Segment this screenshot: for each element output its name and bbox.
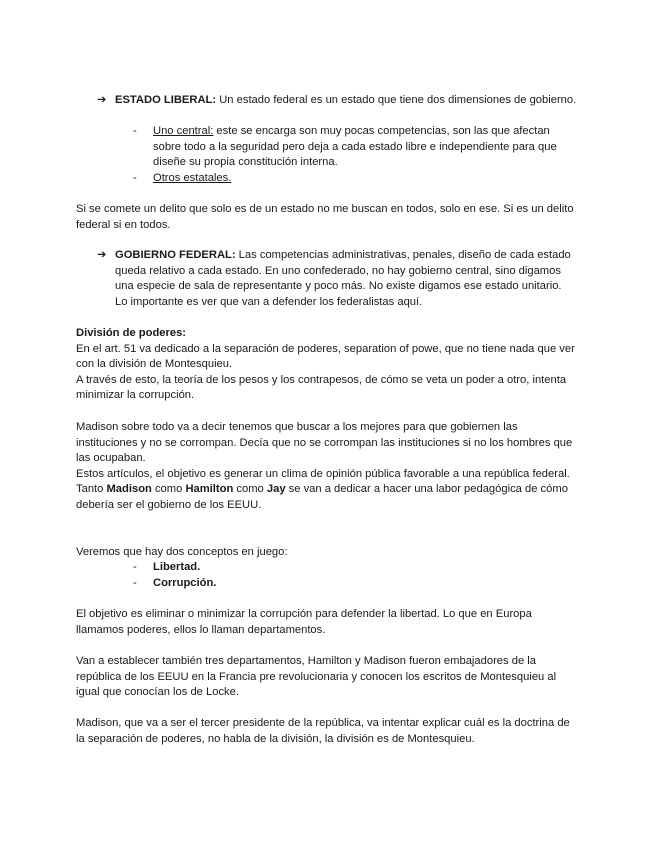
name-jay: Jay	[266, 483, 286, 496]
otros-estatales-label: Otros estatales.	[153, 172, 232, 184]
libertad-label: Libertad.	[153, 561, 201, 573]
dash-bullet-icon: -	[133, 125, 137, 137]
madison-line-1: Madison sobre todo va a decir tenemos que buscar a los mejores para que gobiernen las instituciones y no se corrompan. Decía que no se corrompan las instituciones si no los hombres que las ocupaban.	[76, 421, 573, 465]
division-section	[76, 326, 576, 404]
arrow-bullet-icon: ➔	[97, 249, 107, 261]
corrupcion-label: Corrupción.	[153, 577, 217, 589]
estado-liberal-text: Un estado federal es un estado que tiene dos dimensiones de gobierno.	[216, 94, 577, 106]
sub-item-otros-estatales	[133, 171, 578, 187]
sub-item-uno-central	[133, 124, 578, 171]
paragraph-departamentos: Van a establecer también tres departamentos, Hamilton y Madison fueron embajadores de la república de los EEUU en la Francia pre revolucionaria y conocen los escritos de Montesquieu al igual que conocían los de Locke.	[76, 655, 557, 699]
arrow-bullet-icon: ➔	[97, 94, 107, 106]
name-hamilton: Hamilton	[185, 483, 234, 496]
gobierno-federal-text: Las competencias administrativas, penales, diseño de cada estado queda relativo a cada estado. En uno confederado, no hay gobierno central, sino digamos una especie de sala de representante y poco más. No existe digamos ese estado unitario. Lo importante es ver que van a defender los federalistas aquí.	[115, 249, 571, 308]
madison-line-2: Estos artículos, el objetivo es generar un clima de opinión pública favorable a una república federal. Tanto Madison como Hamilton como Jay se van a dedicar a hacer una labor pedagógica de cómo debería ser el gobierno de los EEUU.	[76, 467, 570, 511]
uno-central-text: este se encarga son muy pocas competencias, son las que afectan sobre todo a la seguridad pero deja a cada estado libre e independiente para que diseñe su propia constitución interna.	[153, 125, 557, 169]
dash-bullet-icon: -	[133, 561, 137, 573]
name-madison: Madison	[106, 483, 152, 496]
concepto-libertad	[133, 560, 578, 576]
dash-bullet-icon: -	[133, 577, 137, 589]
uno-central-label: Uno central:	[153, 125, 214, 137]
estado-liberal-item	[97, 93, 577, 109]
paragraph-objetivo: El objetivo es eliminar o minimizar la corrupción para defender la libertad. Lo que en Europa llamamos poderes, ellos lo llaman departamentos.	[76, 608, 532, 636]
division-heading: División de poderes:	[76, 327, 187, 339]
paragraph-presidente: Madison, que va a ser el tercer presidente de la república, va intentar explicar cuál es la doctrina de la separación de poderes, no habla de la división, la división es de Montesquieu.	[76, 717, 570, 745]
division-line-1: En el art. 51 va dedicado a la separación de poderes, separation of powe, que no tiene nada que ver con la división de Montesquieu.	[76, 342, 575, 371]
gobierno-federal-item	[97, 248, 577, 310]
estado-liberal-label: ESTADO LIBERAL:	[115, 94, 217, 106]
gobierno-federal-label: GOBIERNO FEDERAL:	[115, 249, 236, 261]
dash-bullet-icon: -	[133, 172, 137, 184]
concepto-corrupcion	[133, 576, 578, 592]
madison-section	[76, 420, 576, 514]
conceptos-intro: Veremos que hay dos conceptos en juego:	[76, 546, 288, 558]
paragraph-delito: Si se comete un delito que solo es de un estado no me buscan en todos, solo en ese. Si es un delito federal si en todos.	[76, 203, 574, 231]
division-line-2: A través de esto, la teoría de los pesos y los contrapesos, de cómo se veta un poder a otro, intenta minimizar la corrupción.	[76, 373, 567, 402]
